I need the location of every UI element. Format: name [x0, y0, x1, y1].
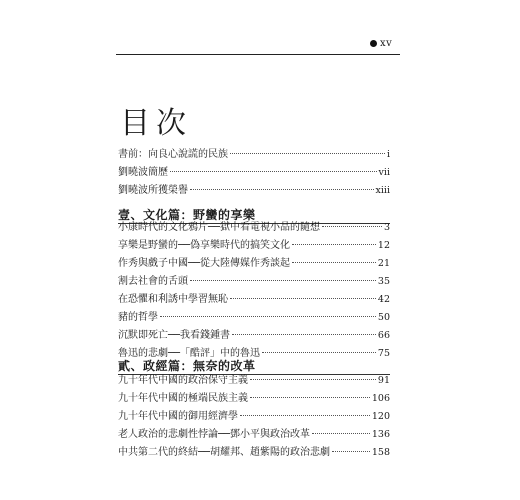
toc-entry[interactable]: [118, 444, 390, 462]
dot-leader: [322, 226, 382, 227]
toc-entry-label: 九十年代中國的極端民族主義: [118, 393, 248, 404]
toc-entry[interactable]: [118, 291, 390, 309]
dot-leader: [332, 451, 370, 452]
toc-entry-label: 小康時代的文化鴉片──獄中看電視小品的隨想: [118, 222, 321, 233]
toc-entry-page: 75: [377, 348, 390, 359]
toc-entry-label: 在恐懼和利誘中學習無恥: [118, 294, 228, 305]
toc-entry-page: 50: [377, 312, 390, 323]
dot-leader: [240, 415, 370, 416]
toc-entry[interactable]: [118, 327, 390, 345]
toc-entry-label: 老人政治的悲劇性悖論──鄧小平與政治改革: [118, 429, 311, 440]
toc-entry[interactable]: [118, 390, 390, 408]
toc-entry-page: 12: [377, 240, 390, 251]
toc-entry-label: 豬的哲學: [118, 312, 158, 323]
toc-entry-label: 沉默即死亡──我看錢鍾書: [118, 330, 231, 341]
toc-entry[interactable]: [118, 237, 390, 255]
dot-leader: [250, 397, 370, 398]
page-number-text: xv: [380, 38, 393, 49]
toc-entry-page: 158: [371, 447, 390, 458]
toc-entry-label: 魯迅的悲劇──「酷評」中的魯迅: [118, 348, 261, 359]
page-title: 目次: [120, 106, 192, 141]
dot-leader: [170, 171, 377, 172]
toc-entry-page: i: [386, 149, 390, 160]
dot-leader: [292, 262, 376, 263]
toc-entry-page: 3: [383, 222, 390, 233]
toc-entry[interactable]: [118, 309, 390, 327]
bullet-icon: [370, 40, 377, 47]
toc-entry-label: 作秀與戲子中國──從大陸傳媒作秀談起: [118, 258, 291, 269]
toc-entry-label: 劉曉波簡歷: [118, 167, 168, 178]
dot-leader: [230, 298, 376, 299]
page-number: [370, 38, 392, 49]
dot-leader: [292, 244, 376, 245]
section-heading: 貳、政經篇：無奈的改革: [118, 359, 256, 373]
toc-entry[interactable]: [118, 182, 390, 200]
dot-leader: [312, 433, 370, 434]
toc-entry-page: 106: [371, 393, 390, 404]
dot-leader: [190, 280, 376, 281]
toc-entry-page: xiii: [375, 185, 390, 196]
toc-entry[interactable]: [118, 372, 390, 390]
dot-leader: [250, 379, 376, 380]
toc-entry-page: 21: [377, 258, 390, 269]
dot-leader: [232, 334, 376, 335]
section-heading: 壹、文化篇：野蠻的享樂: [118, 208, 256, 222]
toc-entry-label: 中共第二代的終結──胡耀邦、趙紫陽的政治悲劇: [118, 447, 331, 458]
toc-entry-label: 割去社會的舌頭: [118, 276, 188, 287]
toc-entry-page: 136: [371, 429, 390, 440]
toc-entry-page: 91: [377, 375, 390, 386]
toc-entry-label: 享樂是野蠻的──偽享樂時代的搞笑文化: [118, 240, 291, 251]
toc-entry-page: vii: [378, 167, 390, 178]
toc-entry[interactable]: [118, 426, 390, 444]
dot-leader: [230, 153, 385, 154]
toc-entry-label: 九十年代中國的政治保守主義: [118, 375, 248, 386]
dot-leader: [160, 316, 376, 317]
section-2-list: [118, 372, 390, 462]
toc-entry-page: 66: [377, 330, 390, 341]
toc-entry[interactable]: [118, 146, 390, 164]
header-rule: [116, 54, 400, 55]
toc-entry-label: 書前：向良心說謊的民族: [118, 149, 228, 160]
toc-entry[interactable]: [118, 408, 390, 426]
dot-leader: [262, 352, 376, 353]
toc-entry[interactable]: [118, 273, 390, 291]
toc-entry-page: 35: [377, 276, 390, 287]
toc-entry[interactable]: [118, 255, 390, 273]
toc-entry-page: 42: [377, 294, 390, 305]
toc-entry-page: 120: [371, 411, 390, 422]
toc-entry[interactable]: [118, 219, 390, 237]
toc-entry-label: 劉曉波所獲榮譽: [118, 185, 188, 196]
section-1-list: [118, 219, 390, 363]
dot-leader: [190, 189, 374, 190]
toc-entry[interactable]: [118, 164, 390, 182]
front-matter-list: [118, 146, 390, 200]
toc-entry-label: 九十年代中國的御用經濟學: [118, 411, 238, 422]
